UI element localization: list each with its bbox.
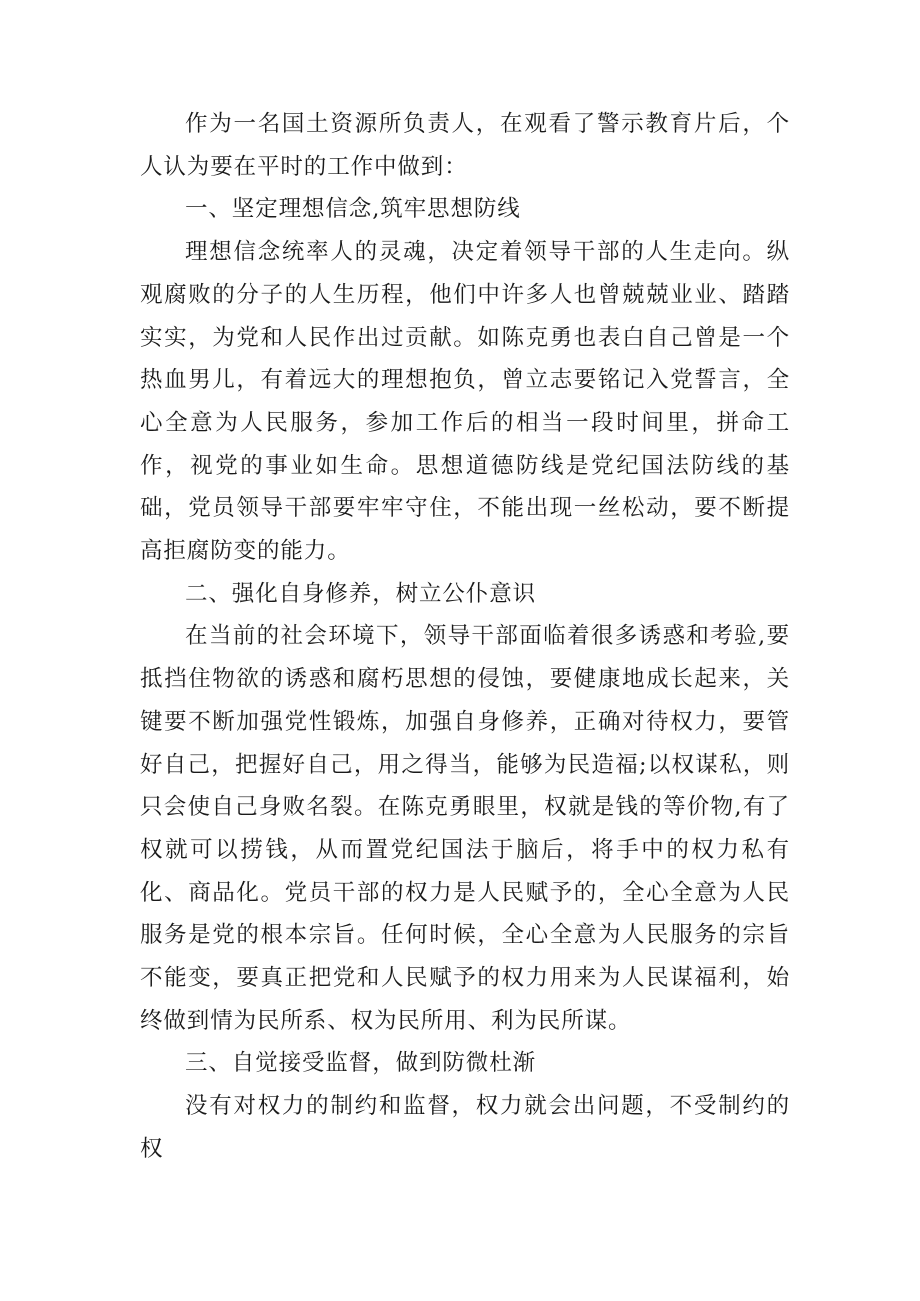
section-heading-3: 三、自觉接受监督，做到防微杜渐	[185, 1050, 537, 1077]
section-2-paragraph: 在当前的社会环境下，领导干部面临着很多诱惑和考验,要抵挡住物欲的诱惑和腐朽思想的侵蚀，要健康地成长起来，关键要不断加强党性锻炼，加强自身修养，正确对待权力，要管好自己，把握好自己，用之得当，能够为民造福;以权谋私，则只会使自己身败名裂。在陈克勇眼里，权就是钱的等价物,有了权就可以捞钱，从而置党纪国法于脑后，将手中的权力私有化、商品化。党员干部的权力是人民赋予的，全心全意为人民服务是党的根本宗旨。任何时候，全心全意为人民服务的宗旨不能变，要真正把党和人民赋予的权力用来为人民谋福利，始终做到情为民所系、权为民所用、利为民所谋。	[140, 623, 790, 1034]
section-3-paragraph: 没有对权力的制约和监督，权力就会出问题，不受制约的权	[140, 1093, 790, 1162]
intro-paragraph: 作为一名国土资源所负责人，在观看了警示教育片后，个人认为要在平时的工作中做到：	[140, 111, 790, 180]
document-body	[140, 103, 790, 1171]
section-1-paragraph: 理想信念统率人的灵魂，决定着领导干部的人生走向。纵观腐败的分子的人生历程，他们中许多人也曾兢兢业业、踏踏实实，为党和人民作出过贡献。如陈克勇也表白自己曾是一个热血男儿，有着远大的理想抱负，曾立志要铭记入党誓言，全心全意为人民服务，参加工作后的相当一段时间里，拼命工作，视党的事业如生命。思想道德防线是党纪国法防线的基础，党员领导干部要牢牢守住，不能出现一丝松动，要不断提高拒腐防变的能力。	[140, 239, 790, 565]
section-heading-1: 一、坚定理想信念,筑牢思想防线	[185, 196, 521, 223]
section-heading-2: 二、强化自身修养，树立公仆意识	[185, 580, 537, 607]
